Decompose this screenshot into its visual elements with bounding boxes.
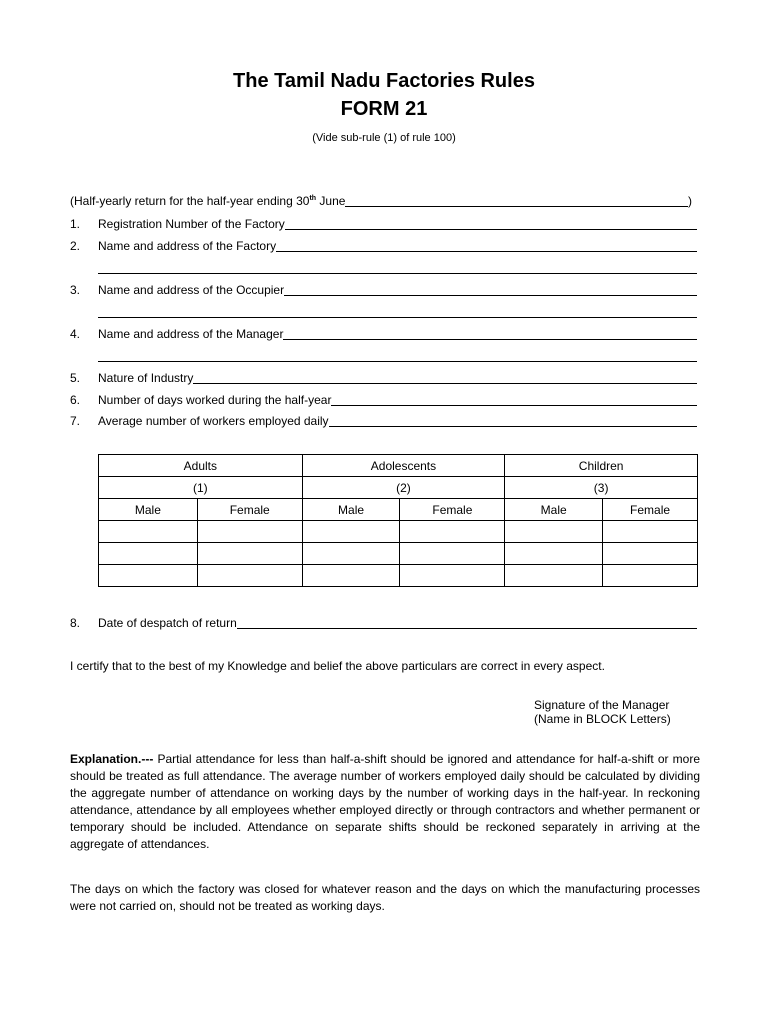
table-cell[interactable] — [99, 565, 198, 587]
table-cell[interactable] — [197, 565, 302, 587]
column-header-adolescents-female: Female — [400, 499, 505, 521]
item-label: Name and address of the Factory — [98, 239, 277, 253]
item-label: Name and address of the Manager — [98, 327, 284, 341]
page-title: The Tamil Nadu Factories Rules — [233, 70, 535, 92]
occupier-address-extra-line[interactable] — [98, 317, 697, 318]
table-cell[interactable] — [505, 521, 603, 543]
item-label: Registration Number of the Factory — [98, 217, 285, 231]
form-number: FORM 21 — [340, 98, 428, 120]
item-nature-of-industry — [70, 370, 697, 385]
form-subtitle: (Vide sub-rule (1) of rule 100) — [312, 132, 456, 144]
table-cell[interactable] — [400, 521, 505, 543]
registration-number-blank[interactable] — [285, 217, 697, 230]
item-number: 6. — [70, 393, 81, 407]
table-cell[interactable] — [400, 543, 505, 565]
table-cell[interactable] — [505, 543, 603, 565]
return-period-prefix: (Half-yearly return for the half-year ending 30th June — [70, 194, 346, 208]
item-number: 7. — [70, 414, 81, 428]
item-label: Date of despatch of return — [98, 616, 237, 630]
table-row — [99, 521, 698, 543]
days-worked-blank[interactable] — [331, 393, 697, 406]
item-number: 2. — [70, 239, 81, 253]
manager-address-extra-line[interactable] — [98, 361, 697, 362]
closing-note: The days on which the factory was closed for whatever reason and the days on which the manufacturing processes were not carried on, should not be treated as working days. — [70, 882, 700, 913]
table-group-number-row — [99, 477, 698, 499]
item-despatch-date — [70, 615, 697, 630]
item-average-workers — [70, 413, 697, 428]
table-cell[interactable] — [302, 521, 400, 543]
table-cell[interactable] — [400, 565, 505, 587]
table-cell[interactable] — [302, 543, 400, 565]
return-period-closing: ) — [688, 194, 692, 208]
column-header-adolescents-male: Male — [302, 499, 400, 521]
ordinal-suffix: th — [309, 195, 317, 202]
despatch-date-blank[interactable] — [237, 616, 697, 629]
return-period-row — [70, 193, 692, 208]
item-number: 1. — [70, 217, 81, 231]
item-registration-number — [70, 216, 697, 231]
table-subheader-row — [99, 499, 698, 521]
manager-signature — [534, 698, 671, 726]
item-number: 4. — [70, 327, 81, 341]
signature-name-label: (Name in BLOCK Letters) — [534, 712, 671, 726]
table-cell[interactable] — [302, 565, 400, 587]
table-row — [99, 543, 698, 565]
explanation-paragraph — [70, 751, 700, 853]
nature-of-industry-blank[interactable] — [193, 371, 697, 384]
item-label: Nature of Industry — [98, 371, 194, 385]
group-header-adults: Adults — [99, 455, 303, 477]
item-manager-address — [70, 326, 697, 341]
column-header-adults-male: Male — [99, 499, 198, 521]
group-number-2: (2) — [302, 477, 505, 499]
column-header-children-male: Male — [505, 499, 603, 521]
item-number: 3. — [70, 283, 81, 297]
item-label: Average number of workers employed daily — [98, 414, 329, 428]
table-cell[interactable] — [99, 521, 198, 543]
table-cell[interactable] — [505, 565, 603, 587]
table-cell[interactable] — [603, 565, 698, 587]
group-number-1: (1) — [99, 477, 303, 499]
column-header-adults-female: Female — [197, 499, 302, 521]
table-group-row — [99, 455, 698, 477]
item-number: 8. — [70, 616, 81, 630]
table-row — [99, 565, 698, 587]
table-cell[interactable] — [603, 543, 698, 565]
item-number: 5. — [70, 371, 81, 385]
factory-address-extra-line[interactable] — [98, 273, 697, 274]
item-factory-address — [70, 238, 697, 253]
group-header-adolescents: Adolescents — [302, 455, 505, 477]
table-cell[interactable] — [603, 521, 698, 543]
table-cell[interactable] — [197, 543, 302, 565]
workers-table — [98, 454, 698, 587]
explanation-heading: Explanation.--- — [70, 752, 154, 766]
manager-address-blank[interactable] — [283, 327, 697, 340]
explanation-text: Partial attendance for less than half-a-shift should be ignored and attendance for half-a-shift or more should be treated as full attendance. The average number of workers employed daily should be calculated by dividing the aggregate number of attendance on working days by the number of working days in the half-year. In reckoning attendance, attendance by all employees whether employed directly or through contractors and whether permanent or temporary should be included. Attendance on separate shifts should be reckoned separately in arriving at the aggregate of attendances. — [70, 752, 700, 851]
column-header-children-female: Female — [603, 499, 698, 521]
table-cell[interactable] — [197, 521, 302, 543]
item-label: Name and address of the Occupier — [98, 283, 285, 297]
item-days-worked — [70, 392, 697, 407]
group-number-3: (3) — [505, 477, 698, 499]
table-cell[interactable] — [99, 543, 198, 565]
average-workers-blank[interactable] — [329, 414, 697, 427]
signature-label: Signature of the Manager — [534, 698, 670, 712]
group-header-children: Children — [505, 455, 698, 477]
occupier-address-blank[interactable] — [284, 283, 697, 296]
item-label: Number of days worked during the half-year — [98, 393, 332, 407]
item-occupier-address — [70, 282, 697, 297]
factory-address-blank[interactable] — [276, 239, 697, 252]
certification-statement: I certify that to the best of my Knowledge and belief the above particulars are correct in every aspect. — [70, 659, 605, 673]
return-period-blank[interactable] — [345, 194, 688, 207]
